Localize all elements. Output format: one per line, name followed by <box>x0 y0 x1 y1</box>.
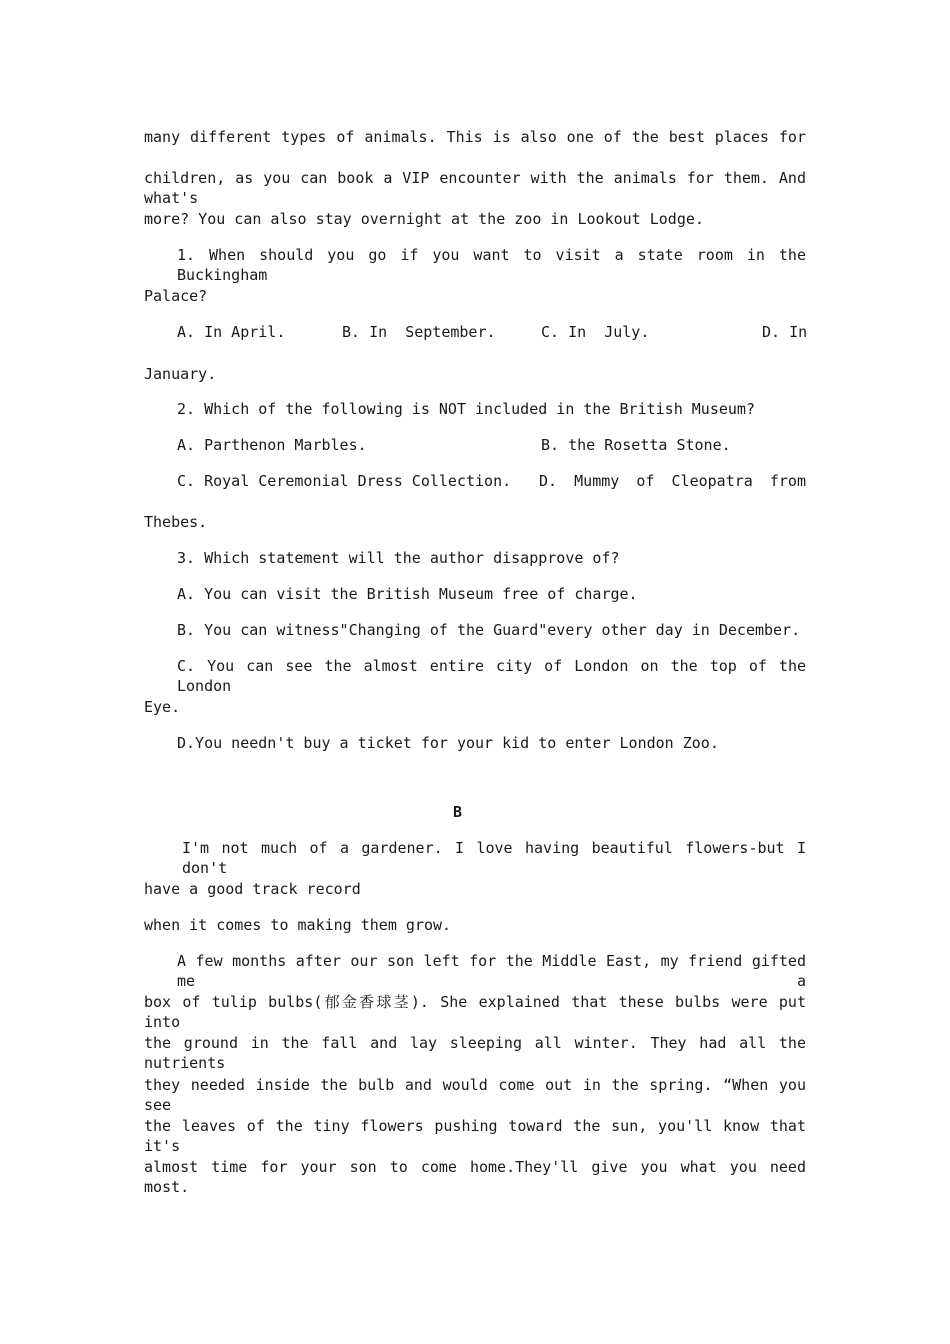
passage-b-line: have a good track record <box>144 880 361 898</box>
passage-b-line: A few months after our son left for the Middle East, my friend gifted me a <box>177 952 806 990</box>
passage-b-line: the leaves of the tiny flowers pushing toward the sun, you'll know that it's <box>144 1117 806 1155</box>
question-1-option-b: B. In September. <box>342 323 496 341</box>
question-3-option-b: B. You can witness"Changing of the Guard"every other day in December. <box>177 621 801 639</box>
passage-b-line: almost time for your son to come home.They'll give you what you need most. <box>144 1158 806 1196</box>
question-2-option-d-cont: Thebes. <box>144 513 208 531</box>
passage-b-line: the ground in the fall and lay sleeping all winter. They had all the nutrients <box>144 1034 806 1072</box>
passage-b-line: they needed inside the bulb and would come out in the spring. “When you see <box>144 1076 806 1114</box>
passage-a-line: children, as you can book a VIP encounter with the animals for them. And what's <box>144 169 806 207</box>
question-2-option-c: C. Royal Ceremonial Dress Collection. <box>177 472 512 490</box>
question-2-option-d <box>539 471 806 491</box>
question-1-option-a: A. In April. <box>177 323 286 341</box>
question-1-option-c: C. In July. <box>541 323 650 341</box>
section-heading: B <box>452 803 463 821</box>
question-1-stem-cont: Palace? <box>144 287 208 305</box>
question-3-option-a: A. You can visit the British Museum free of charge. <box>177 585 638 603</box>
question-2-stem: 2. Which of the following is NOT included in the British Museum? <box>177 400 755 418</box>
question-3-option-c: C. You can see the almost entire city of London on the top of the London <box>177 657 806 695</box>
passage-b-line: I'm not much of a gardener. I love having beautiful flowers-but I don't <box>182 839 806 877</box>
question-2-option-d-word: Mummy <box>574 472 620 490</box>
question-2-option-d-word: D. <box>539 472 558 490</box>
question-3-stem: 3. Which statement will the author disapprove of? <box>177 549 620 567</box>
passage-b-line: when it comes to making them grow. <box>144 916 452 934</box>
passage-b-line: box of tulip bulbs(郁金香球茎). She explained that these bulbs were put into <box>144 993 806 1031</box>
question-2-option-b: B. the Rosetta Stone. <box>541 436 731 454</box>
question-3-option-c-cont: Eye. <box>144 698 181 716</box>
question-2-option-a: A. Parthenon Marbles. <box>177 436 367 454</box>
question-2-option-d-word: Cleopatra <box>671 472 753 490</box>
passage-a-line: many different types of animals. This is also one of the best places for <box>144 128 806 146</box>
passage-a-line: more? You can also stay overnight at the zoo in Lookout Lodge. <box>144 210 704 228</box>
question-2-option-d-word: of <box>636 472 655 490</box>
question-2-option-d-word: from <box>769 472 806 490</box>
question-1-option-d: D. In <box>762 323 808 341</box>
question-1-option-d-cont: January. <box>144 365 217 383</box>
question-3-option-d: D.You needn't buy a ticket for your kid to enter London Zoo. <box>177 734 719 752</box>
question-1-stem: 1. When should you go if you want to visit a state room in the Buckingham <box>177 246 806 284</box>
